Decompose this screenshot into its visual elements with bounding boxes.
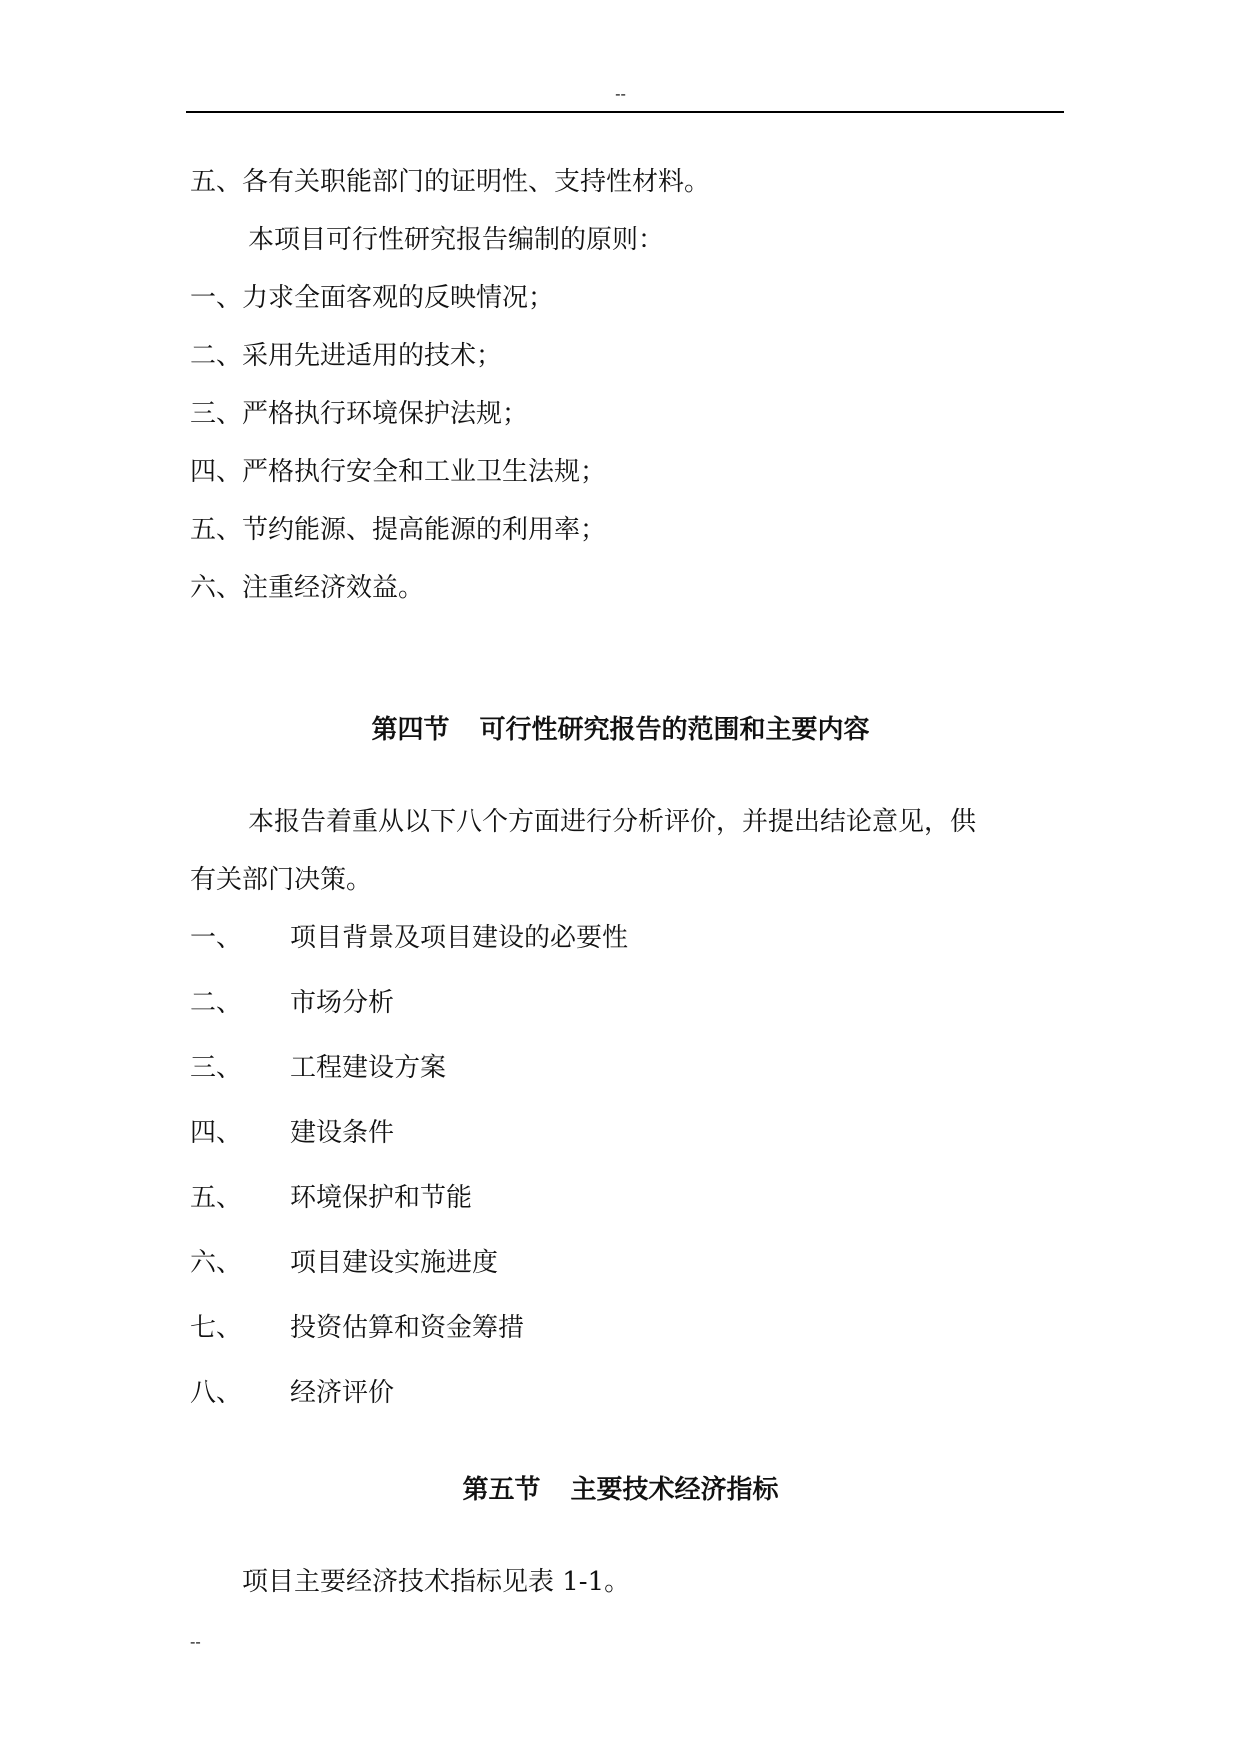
section-5-heading xyxy=(0,1475,1241,1505)
principle-item: 四、严格执行安全和工业卫生法规； xyxy=(190,457,607,487)
content-item-number: 六、 xyxy=(190,1248,243,1278)
content-item-text: 环境保护和节能 xyxy=(290,1183,473,1213)
content-item xyxy=(190,1248,498,1278)
content-item-number: 三、 xyxy=(190,1053,243,1083)
section-5-title: 主要技术经济指标 xyxy=(570,1475,779,1505)
content-item xyxy=(190,1183,472,1213)
content-item xyxy=(190,1053,446,1083)
content-item xyxy=(190,1118,394,1148)
section-4-number: 第四节 xyxy=(371,715,450,745)
content-item xyxy=(190,923,628,953)
principles-intro: 本项目可行性研究报告编制的原则： xyxy=(248,225,665,255)
content-item xyxy=(190,988,394,1018)
content-item-text: 项目建设实施进度 xyxy=(290,1248,499,1278)
content-item xyxy=(190,1313,524,1343)
principle-item: 二、采用先进适用的技术； xyxy=(190,341,503,371)
content-item-text: 项目背景及项目建设的必要性 xyxy=(290,923,629,953)
materials-item-5: 五、各有关职能部门的证明性、支持性材料。 xyxy=(190,167,711,197)
principle-item: 一、力求全面客观的反映情况； xyxy=(190,283,555,313)
section-4-title: 可行性研究报告的范围和主要内容 xyxy=(479,715,870,745)
principle-item: 三、严格执行环境保护法规； xyxy=(190,399,529,429)
header-rule xyxy=(186,111,1064,113)
content-item-number: 一、 xyxy=(190,923,243,953)
content-item-text: 投资估算和资金筹措 xyxy=(290,1313,525,1343)
section-5-intro: 项目主要经济技术指标见表 1-1。 xyxy=(242,1567,631,1597)
content-item xyxy=(190,1378,394,1408)
content-item-number: 五、 xyxy=(190,1183,243,1213)
section-4-heading xyxy=(0,715,1241,745)
content-item-text: 市场分析 xyxy=(290,988,395,1018)
content-item-text: 建设条件 xyxy=(290,1118,395,1148)
section-4-intro-line-1: 本报告着重从以下八个方面进行分析评价，并提出结论意见，供 xyxy=(248,807,977,837)
content-item-number: 二、 xyxy=(190,988,243,1018)
content-item-text: 经济评价 xyxy=(290,1378,395,1408)
page-header-text: -- xyxy=(615,84,626,103)
section-4-intro-line-2: 有关部门决策。 xyxy=(190,865,373,895)
content-item-text: 工程建设方案 xyxy=(290,1053,447,1083)
content-item-number: 四、 xyxy=(190,1118,243,1148)
principle-item: 六、注重经济效益。 xyxy=(190,573,425,603)
section-5-number: 第五节 xyxy=(462,1475,541,1505)
page-footer-text: -- xyxy=(190,1632,201,1651)
principle-item: 五、节约能源、提高能源的利用率； xyxy=(190,515,607,545)
content-item-number: 八、 xyxy=(190,1378,243,1408)
content-item-number: 七、 xyxy=(190,1313,243,1343)
